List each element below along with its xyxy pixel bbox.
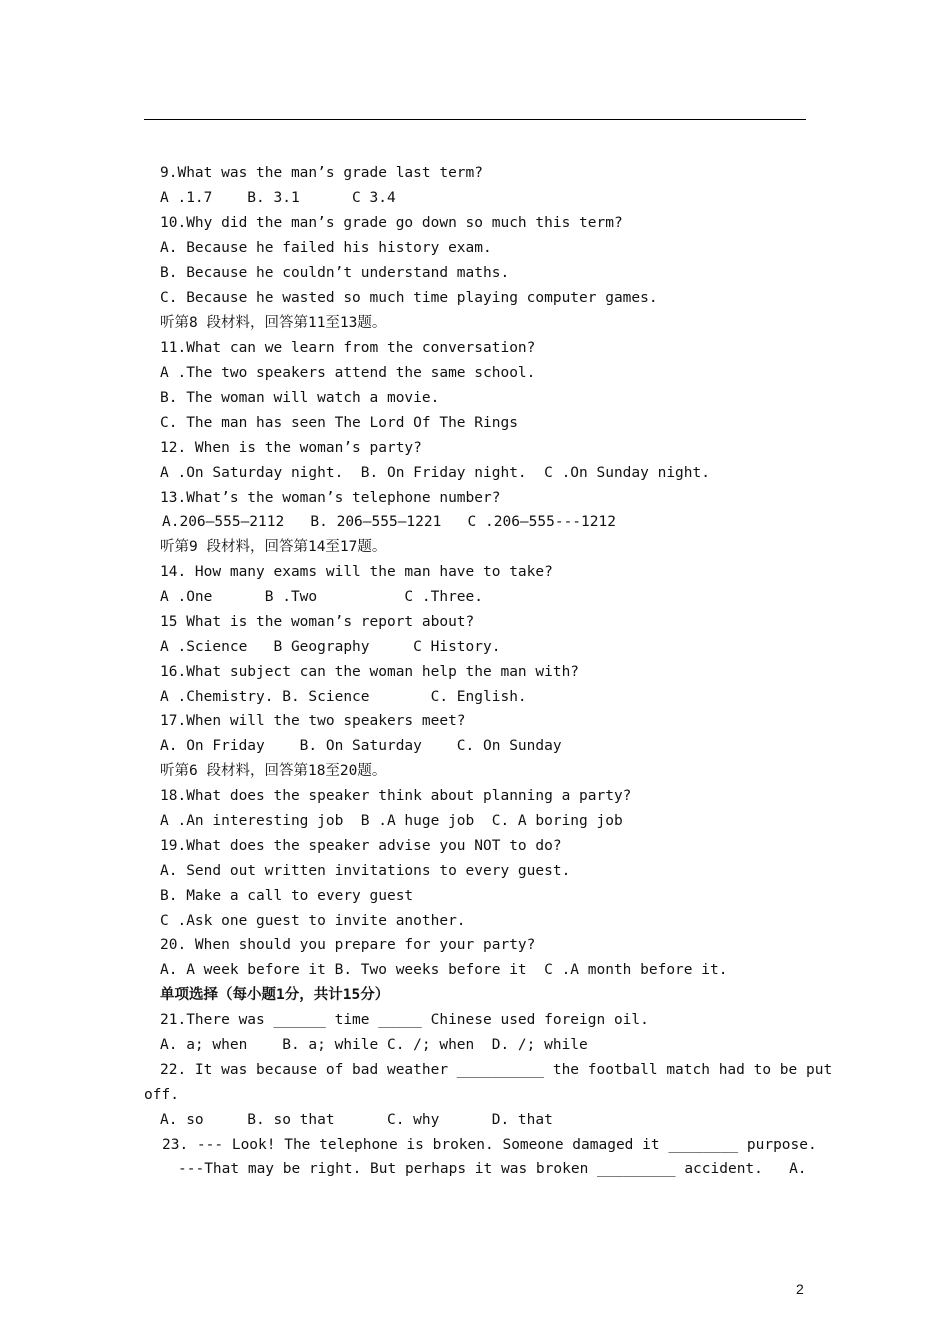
question-11: 11.What can we learn from the conversation? (160, 340, 536, 356)
header-divider (144, 119, 806, 120)
question-16: 16.What subject can the woman help the man with? (160, 664, 580, 680)
options-13: A.206—555—2112 B. 206—555—1221 C .206—555---1212 (162, 514, 616, 530)
options-17: A. On Friday B. On Saturday C. On Sunday (160, 738, 562, 754)
option-11b: B. The woman will watch a movie. (160, 390, 440, 406)
options-22: A. so B. so that C. why D. that (160, 1112, 553, 1128)
option-10c: C. Because he wasted so much time playing computer games. (160, 290, 658, 306)
options-9: A .1.7 B. 3.1 C 3.4 (160, 190, 396, 206)
option-19a: A. Send out written invitations to every guest. (160, 863, 571, 879)
section-heading-single-choice: 单项选择（每小题1分，共计15分） (160, 987, 390, 1003)
section-instruction-8: 听第8 段材料，回答第11至13题。 (160, 315, 387, 331)
section-instruction-6: 听第6 段材料，回答第18至20题。 (160, 763, 387, 779)
option-10a: A. Because he failed his history exam. (160, 240, 492, 256)
options-18: A .An interesting job B .A huge job C. A boring job (160, 813, 623, 829)
question-19: 19.What does the speaker advise you NOT to do? (160, 838, 562, 854)
question-23: 23. --- Look! The telephone is broken. Someone damaged it ________ purpose. (162, 1137, 817, 1153)
options-15: A .Science B Geography C History. (160, 639, 501, 655)
options-20: A. A week before it B. Two weeks before it C .A month before it. (160, 962, 728, 978)
question-13: 13.What’s the woman’s telephone number? (160, 490, 501, 506)
question-12: 12. When is the woman’s party? (160, 440, 422, 456)
question-23-reply: ---That may be right. But perhaps it was broken _________ accident. A. (178, 1161, 807, 1177)
options-16: A .Chemistry. B. Science C. English. (160, 689, 527, 705)
options-21: A. a; when B. a; while C. /; when D. /; while (160, 1037, 588, 1053)
question-21: 21.There was ______ time _____ Chinese used foreign oil. (160, 1012, 649, 1028)
option-11a: A .The two speakers attend the same school. (160, 365, 536, 381)
options-12: A .On Saturday night. B. On Friday night. C .On Sunday night. (160, 465, 710, 481)
option-11c: C. The man has seen The Lord Of The Rings (160, 415, 518, 431)
question-18: 18.What does the speaker think about planning a party? (160, 788, 632, 804)
question-15: 15 What is the woman’s report about? (160, 614, 475, 630)
question-17: 17.When will the two speakers meet? (160, 713, 466, 729)
question-20: 20. When should you prepare for your party? (160, 937, 536, 953)
option-10b: B. Because he couldn’t understand maths. (160, 265, 510, 281)
section-instruction-9: 听第9 段材料，回答第14至17题。 (160, 539, 387, 555)
question-14: 14. How many exams will the man have to take? (160, 564, 553, 580)
question-10: 10.Why did the man’s grade go down so much this term? (160, 215, 623, 231)
option-19b: B. Make a call to every guest (160, 888, 414, 904)
question-9: 9.What was the man’s grade last term? (160, 165, 484, 181)
question-22: 22. It was because of bad weather __________ the football match had to be put (160, 1062, 833, 1078)
options-14: A .One B .Two C .Three. (160, 589, 484, 605)
question-22-continued: off. (144, 1087, 179, 1103)
page-number: 2 (796, 1281, 804, 1297)
option-19c: C .Ask one guest to invite another. (160, 913, 466, 929)
